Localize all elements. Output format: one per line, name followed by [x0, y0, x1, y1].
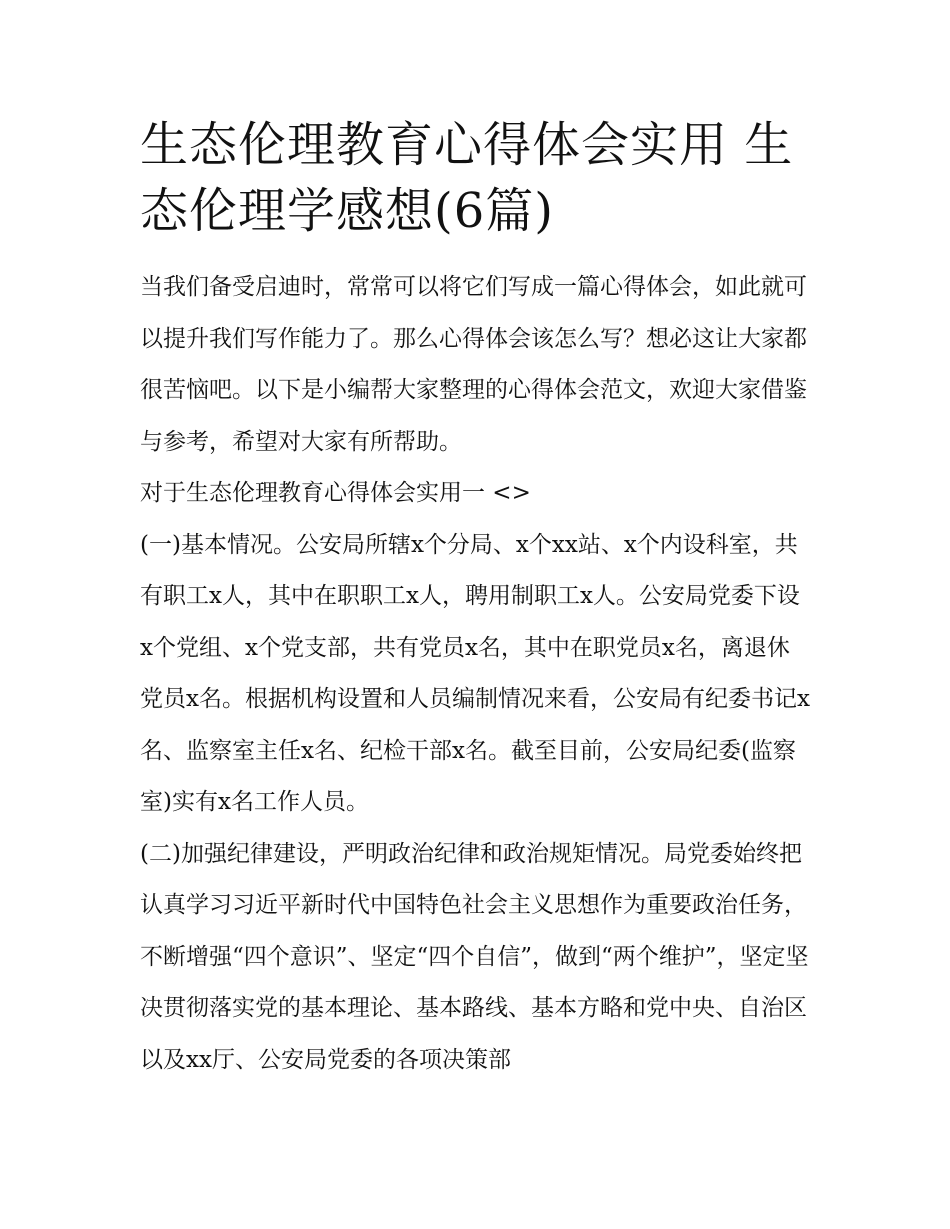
document-title: 生态伦理教育心得体会实用 生态伦理学感想(6篇)	[140, 117, 794, 239]
paragraph-intro: 当我们备受启迪时，常常可以将它们写成一篇心得体会，如此就可以提升我们写作能力了。那么心得体会该怎么写？想必这让大家都很苦恼吧。以下是小编帮大家整理的心得体会范文，欢迎大家借鉴与参考，希望对大家有所帮助。	[140, 274, 807, 455]
document-content	[140, 112, 812, 1086]
document-body	[140, 262, 812, 1086]
paragraph-basic-situation: (一)基本情况。公安局所辖x个分局、x个xx站、x个内设科室，共有职工x人，其中在职职工x人，聘用制职工x人。公安局党委下设x个党组、x个党支部，共有党员x名，其中在职党员x名，离退休党员x名。根据机构设置和人员编制情况来看，公安局有纪委书记x名、监察室主任x名、纪检干部x名。截至目前，公安局纪委(监察室)实有x名工作人员。	[140, 531, 810, 815]
paragraph-section-heading: 对于生态伦理教育心得体会实用一 <>	[140, 480, 531, 506]
paragraph-discipline-building: (二)加强纪律建设，严明政治纪律和政治规矩情况。局党委始终把认真学习习近平新时代中国特色社会主义思想作为重要政治任务，不断增强“四个意识”、坚定“四个自信”，做到“两个维护”，坚定坚决贯彻落实党的基本理论、基本路线、基本方略和党中央、自治区以及xx厅、公安局党委的各项决策部	[140, 840, 809, 1073]
